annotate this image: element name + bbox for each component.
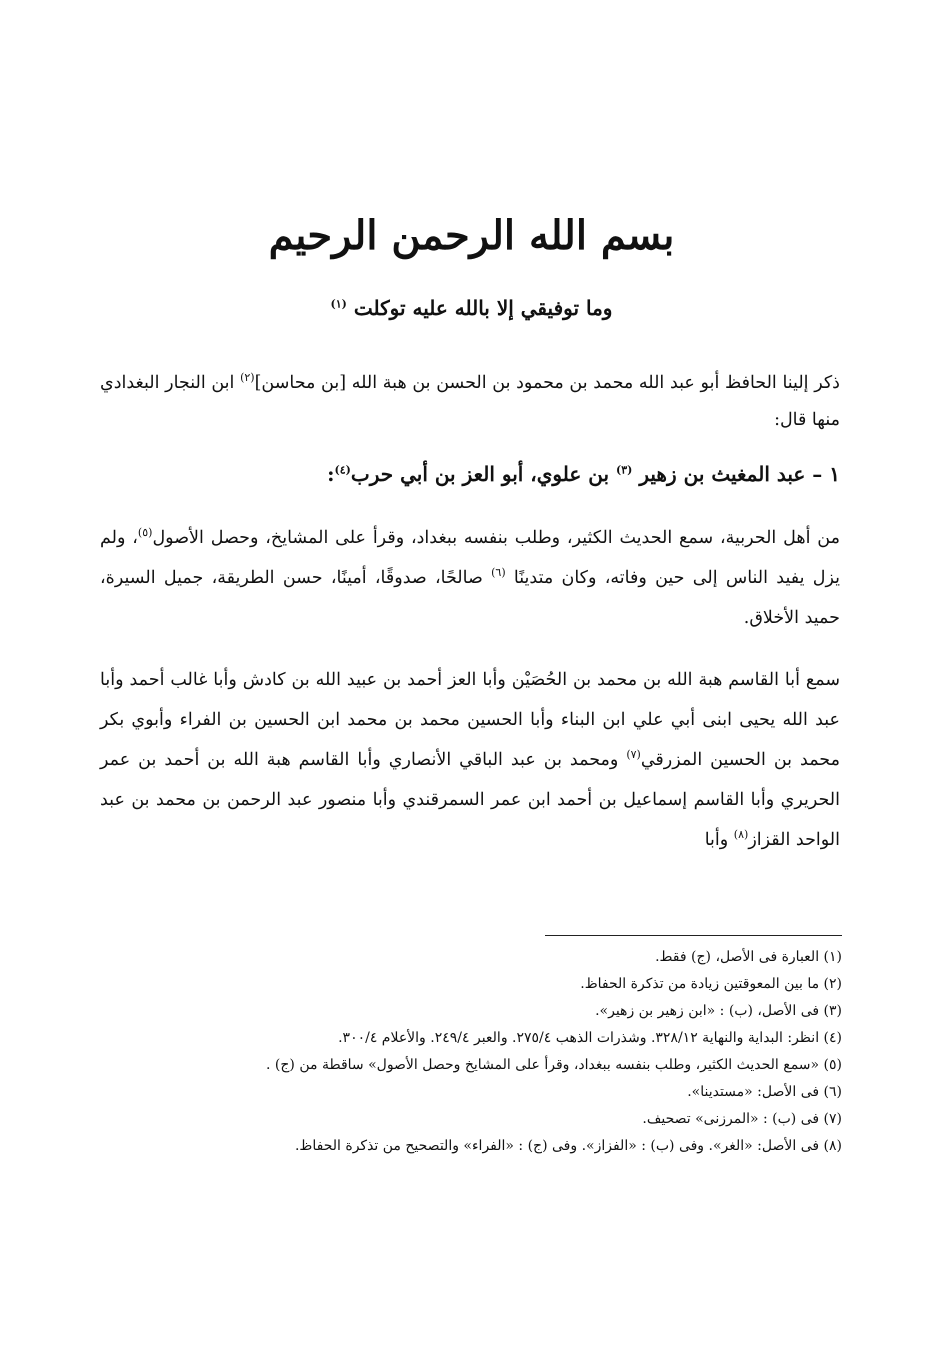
entry-heading-part-a: ١ – عبد المغيث بن زهير (632, 462, 840, 486)
entry-p2-part-b: ومحمد بن عبد الباقي الأنصاري وأبا القاسم هبة الله بن أحمد بن عمر الحريري وأبا القاسم إسماعيل بن أحمد ابن عمر السمرقندي وأبا منصور عبد الرحمن بن محمد بن عبد الواحد القزاز (100, 750, 840, 850)
footnote-ref-4: (٤) (334, 463, 351, 477)
basmala-text: بسم الله الرحمن الرحيم (268, 212, 675, 259)
footnote-item: (٥) «سمع الحديث الكثير، وطلب بنفسه ببغداد، وقرأ على المشايخ وحصل الأصول» ساقطة من (ج) . (266, 1057, 842, 1073)
footnote-item: (٤) انظر: البداية والنهاية ٣٢٨/١٢. وشذرات الذهب ٢٧٥/٤. والعبر ٢٤٩/٤. والأعلام ٣٠٠/٤. (338, 1030, 842, 1046)
intro-text-before: ذكر إلينا الحافظ أبو عبد الله محمد بن محمود بن الحسن بن هبة الله [بن محاسن] (254, 373, 840, 393)
entry-p2-part-c: وأبا (704, 830, 734, 850)
entry-p2-part-a: سمع أبا القاسم هبة الله بن محمد بن الحُصَيْن وأبا العز أحمد بن عبيد الله بن كادش وأبا غالب أحمد وأبا عبد الله يحيى ابنى أبي علي ابن البناء وأبا الحسين محمد بن محمد ابن الحسين بن الفراء وأبوي بكر محمد بن الحسين المزرقي (100, 670, 840, 770)
basmala-calligraphy (0, 188, 943, 284)
entry-heading-part-c: : (327, 462, 335, 486)
footnote-ref-1: (١) (330, 297, 347, 311)
intro-paragraph (100, 365, 840, 439)
entry-heading (100, 462, 840, 486)
entry-paragraph-1 (100, 518, 840, 638)
entry-p1-part-b: ، ولم يزل يفيد الناس إلى حين وفاته، وكان متدينًا (100, 528, 840, 588)
footnote-item: (٣) فى الأصل، (ب) : «ابن زهير بن زهير». (595, 1003, 842, 1019)
footnote-divider (545, 935, 842, 936)
footnote-item: (٦) فى الأصل: «مستدينا». (687, 1084, 842, 1100)
footnote-ref-6: (٦) (491, 566, 506, 580)
footnote-ref-3: (٣) (616, 463, 633, 477)
tawfiq-text: وما توفيقي إلا بالله عليه توكلت (353, 296, 613, 320)
entry-paragraph-2 (100, 660, 840, 860)
entry-p1-part-a: من أهل الحربية، سمع الحديث الكثير، وطلب بنفسه ببغداد، وقرأ على المشايخ، وحصل الأصول (152, 528, 840, 548)
footnote-item: (٧) فى (ب) : «المرزنى» تصحيف. (642, 1111, 842, 1127)
footnote-item: (٢) ما بين المعوقتين زيادة من تذكرة الحفاظ. (580, 976, 842, 992)
footnote-ref-8: (٨) (733, 828, 749, 842)
footnote-item: (٨) فى الأصل: «الغر». وفى (ب) : «الفزاز». وفى (ج) : «الفراء» والتصحيح من تذكرة الحفاظ. (294, 1138, 842, 1154)
footnote-ref-5: (٥) (137, 526, 153, 540)
intro-text-after: ابن النجار البغدادي منها قال: (100, 373, 840, 430)
footnotes-list (100, 944, 842, 1160)
footnote-ref-7: (٧) (626, 748, 641, 762)
footnote-ref-2: (٢) (240, 371, 255, 385)
footnote-item: (١) العبارة فى الأصل، (ج) فقط. (655, 949, 842, 965)
tawfiq-line (0, 296, 943, 320)
entry-heading-part-b: بن علوي، أبو العز بن أبي حرب (350, 462, 617, 486)
entry-p1-part-c: صالحًا، صدوقًا، أمينًا، حسن الطريقة، جميل السيرة، حميد الأخلاق. (100, 568, 840, 628)
